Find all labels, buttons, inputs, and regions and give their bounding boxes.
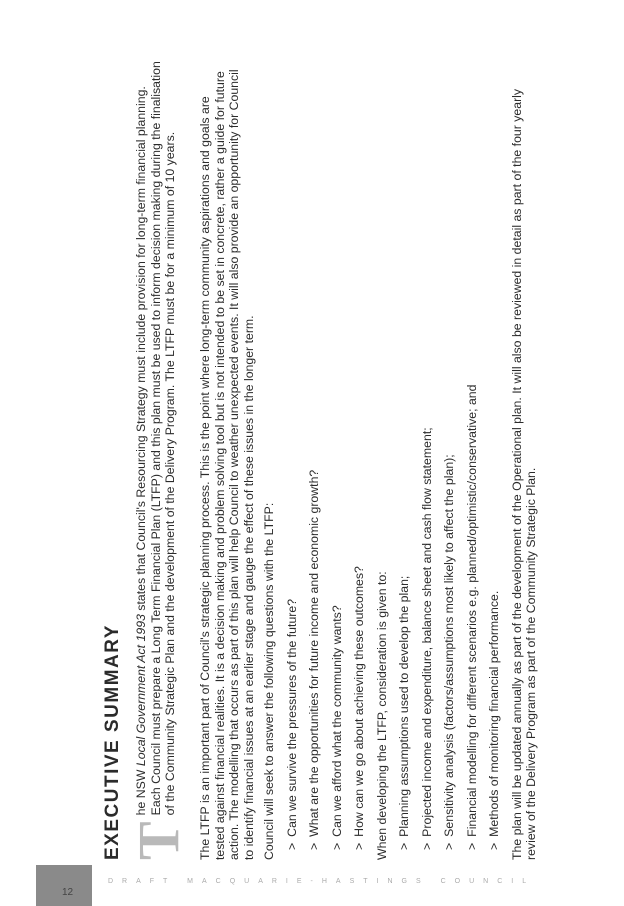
list-item: >Projected income and expenditure, balance sheet and cash flow statement;: [419, 427, 434, 850]
intro-text-1: he NSW: [134, 766, 148, 816]
bullet-arrow-icon: >: [329, 842, 344, 850]
bullet-arrow-icon: >: [397, 842, 411, 850]
bullet-arrow-icon: >: [419, 842, 434, 850]
list-item: >What are the opportunities for future income and economic growth?: [307, 469, 321, 850]
questions-list: [285, 60, 367, 860]
intro-text-2: states that Council's Resourcing Strategy must include provision for long-term financial planning. Each Council must prepare a Long Term Financial Plan (LTFP) and this plan must be used to inform decision making during the finalisation of the Community Strategic Plan and the development of the Delivery Program. The LTFP must be for a minimum of 10 years.: [134, 61, 177, 816]
bullet-arrow-icon: >: [284, 842, 299, 850]
list-item: >Financial modelling for different scenarios e.g. planned/optimistic/conservative; and: [464, 384, 479, 850]
considerations-list: [397, 60, 502, 860]
intro-paragraph: [126, 60, 193, 860]
rotated-page-content: [100, 60, 538, 860]
bullet-arrow-icon: >: [442, 842, 456, 850]
bullet-arrow-icon: >: [464, 842, 479, 850]
considerations-intro: When developing the LTFP, consideration is given to:: [374, 571, 389, 860]
closing-paragraph: The plan will be updated annually as part of the development of the Operational plan. It will also be reviewed in detail as part of the four yearly review of the Delivery Program as part of the Community Strategic Plan.: [509, 88, 538, 860]
list-item: >Sensitivity analysis (factors/assumptions most likely to affect the plan);: [442, 454, 456, 850]
list-item: >Methods of monitoring financial performance.: [487, 590, 501, 850]
bullet-arrow-icon: >: [487, 842, 501, 850]
list-item: >Can we survive the pressures of the future?: [284, 598, 299, 850]
footer-running-title: DRAFT MACQUARIE-HASTINGS COUNCIL: [108, 878, 536, 885]
section-heading: EXECUTIVE SUMMARY: [102, 624, 123, 860]
act-name: Local Government Act 1993: [134, 614, 148, 767]
page-number: 12: [62, 887, 74, 898]
list-item: >Planning assumptions used to develop the plan;: [397, 575, 411, 850]
ltfp-paragraph: The LTFP is an important part of Council's strategic planning process. This is the point where long-term community aspirations and goals are tested against financial realities. It is a decision making and problem solving tool but is not intended to be set in concrete, rather a guide for future action. The modelling that occurs as part of this plan will help Council to weather unexpected events. It will also provide an opportunity for Council to identify financial issues at an earlier stage and gauge the effect of these issues in the longer term.: [198, 69, 256, 860]
list-item: >Can we afford what the community wants?: [329, 605, 344, 850]
bullet-arrow-icon: >: [307, 842, 321, 850]
bullet-arrow-icon: >: [352, 842, 366, 850]
list-item: >How can we go about achieving these outcomes?: [352, 566, 366, 850]
questions-intro: Council will seek to answer the following questions with the LTFP:: [262, 502, 276, 860]
drop-cap: T: [126, 821, 191, 860]
page-corner-tab: [36, 865, 92, 906]
